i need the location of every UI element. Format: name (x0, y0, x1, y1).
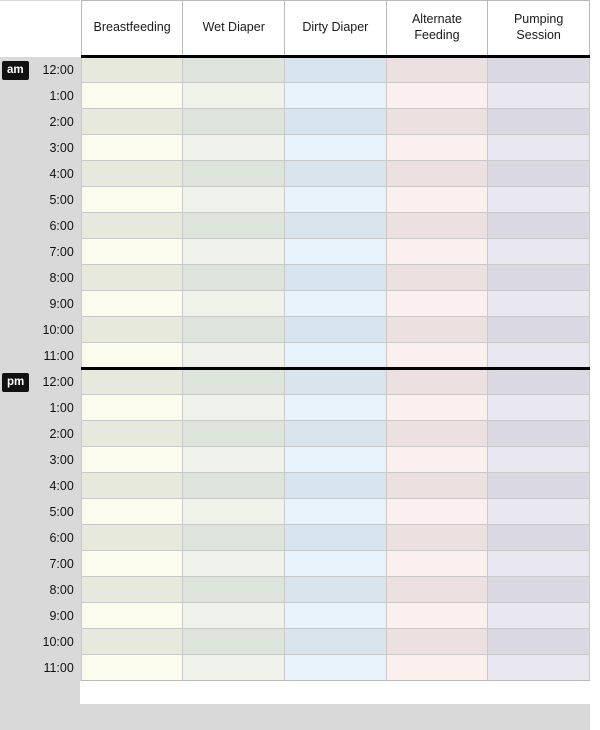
table-row (0, 187, 590, 213)
period-spacer (0, 551, 30, 577)
entry-cell[interactable] (488, 187, 590, 213)
entry-cell[interactable] (285, 239, 387, 265)
entry-cell[interactable] (285, 57, 387, 83)
entry-cell[interactable] (285, 499, 387, 525)
entry-cell[interactable] (285, 135, 387, 161)
period-spacer (0, 83, 30, 109)
table-row (0, 161, 590, 187)
row-time-label: 11:00 (30, 655, 81, 681)
entry-cell[interactable] (285, 629, 387, 655)
entry-cell[interactable] (183, 57, 285, 83)
table-row (0, 577, 590, 603)
row-time-label: 9:00 (30, 291, 81, 317)
entry-cell[interactable] (488, 395, 590, 421)
entry-cell[interactable] (386, 265, 488, 291)
table-row (0, 551, 590, 577)
entry-cell[interactable] (488, 161, 590, 187)
period-spacer (0, 499, 30, 525)
entry-cell[interactable] (488, 447, 590, 473)
column-header-pumping-session: Pumping Session (488, 1, 590, 57)
entry-cell[interactable] (386, 499, 488, 525)
period-spacer (0, 421, 30, 447)
entry-cell[interactable] (81, 239, 183, 265)
row-time-label: 12:00 (30, 57, 81, 83)
entry-cell[interactable] (285, 525, 387, 551)
entry-cell[interactable] (81, 343, 183, 369)
table-header (0, 1, 590, 57)
entry-cell[interactable] (386, 317, 488, 343)
entry-cell[interactable] (183, 343, 285, 369)
entry-cell[interactable] (285, 187, 387, 213)
entry-cell[interactable] (81, 161, 183, 187)
table-row (0, 343, 590, 369)
entry-cell[interactable] (183, 603, 285, 629)
entry-cell[interactable] (183, 421, 285, 447)
entry-cell[interactable] (81, 629, 183, 655)
entry-cell[interactable] (386, 187, 488, 213)
table-row (0, 395, 590, 421)
entry-cell[interactable] (81, 187, 183, 213)
entry-cell[interactable] (488, 291, 590, 317)
period-spacer (0, 135, 30, 161)
entry-cell[interactable] (488, 239, 590, 265)
entry-cell[interactable] (183, 83, 285, 109)
column-header-alternate-feeding: Alternate Feeding (386, 1, 488, 57)
entry-cell[interactable] (386, 551, 488, 577)
row-time-label: 8:00 (30, 577, 81, 603)
table-row (0, 603, 590, 629)
entry-cell[interactable] (386, 395, 488, 421)
period-badge-pm (0, 369, 30, 395)
entry-cell[interactable] (81, 395, 183, 421)
row-time-label: 3:00 (30, 135, 81, 161)
entry-cell[interactable] (183, 187, 285, 213)
column-header-dirty-diaper: Dirty Diaper (285, 1, 387, 57)
entry-cell[interactable] (488, 213, 590, 239)
row-time-label: 7:00 (30, 551, 81, 577)
entry-cell[interactable] (386, 135, 488, 161)
entry-cell[interactable] (285, 473, 387, 499)
period-spacer (0, 187, 30, 213)
entry-cell[interactable] (488, 265, 590, 291)
entry-cell[interactable] (183, 369, 285, 395)
corner-time-cell (30, 1, 81, 57)
entry-cell[interactable] (81, 577, 183, 603)
table-row (0, 265, 590, 291)
entry-cell[interactable] (488, 317, 590, 343)
entry-cell[interactable] (488, 369, 590, 395)
period-spacer (0, 239, 30, 265)
table-row (0, 135, 590, 161)
entry-cell[interactable] (285, 109, 387, 135)
entry-cell[interactable] (81, 109, 183, 135)
entry-cell[interactable] (183, 499, 285, 525)
entry-cell[interactable] (386, 161, 488, 187)
entry-cell[interactable] (488, 577, 590, 603)
entry-cell[interactable] (285, 447, 387, 473)
entry-cell[interactable] (285, 317, 387, 343)
table-row (0, 83, 590, 109)
row-time-label: 5:00 (30, 187, 81, 213)
table-row (0, 369, 590, 395)
entry-cell[interactable] (81, 473, 183, 499)
entry-cell[interactable] (183, 109, 285, 135)
entry-cell[interactable] (81, 655, 183, 681)
entry-cell[interactable] (81, 213, 183, 239)
entry-cell[interactable] (488, 629, 590, 655)
row-time-label: 4:00 (30, 473, 81, 499)
row-time-label: 1:00 (30, 83, 81, 109)
entry-cell[interactable] (386, 655, 488, 681)
entry-cell[interactable] (386, 57, 488, 83)
entry-cell[interactable] (386, 239, 488, 265)
period-spacer (0, 655, 30, 681)
entry-cell[interactable] (488, 109, 590, 135)
entry-cell[interactable] (183, 447, 285, 473)
period-spacer (0, 213, 30, 239)
entry-cell[interactable] (285, 291, 387, 317)
table-row (0, 109, 590, 135)
entry-cell[interactable] (183, 161, 285, 187)
entry-cell[interactable] (285, 343, 387, 369)
entry-cell[interactable] (285, 161, 387, 187)
entry-cell[interactable] (386, 109, 488, 135)
entry-cell[interactable] (386, 421, 488, 447)
entry-cell[interactable] (183, 551, 285, 577)
entry-cell[interactable] (488, 343, 590, 369)
entry-cell[interactable] (285, 265, 387, 291)
entry-cell[interactable] (183, 265, 285, 291)
entry-cell[interactable] (285, 83, 387, 109)
entry-cell[interactable] (81, 265, 183, 291)
entry-cell[interactable] (488, 603, 590, 629)
entry-cell[interactable] (183, 291, 285, 317)
table-row (0, 629, 590, 655)
entry-cell[interactable] (488, 499, 590, 525)
entry-cell[interactable] (386, 629, 488, 655)
entry-cell[interactable] (285, 603, 387, 629)
entry-cell[interactable] (285, 421, 387, 447)
table-row (0, 447, 590, 473)
entry-cell[interactable] (183, 629, 285, 655)
entry-cell[interactable] (81, 135, 183, 161)
entry-cell[interactable] (81, 551, 183, 577)
entry-cell[interactable] (488, 655, 590, 681)
entry-cell[interactable] (488, 551, 590, 577)
entry-cell[interactable] (386, 525, 488, 551)
header-row (0, 1, 590, 57)
entry-cell[interactable] (386, 83, 488, 109)
period-spacer (0, 603, 30, 629)
period-spacer (0, 291, 30, 317)
row-time-label: 10:00 (30, 317, 81, 343)
entry-cell[interactable] (386, 577, 488, 603)
entry-cell[interactable] (183, 135, 285, 161)
entry-cell[interactable] (386, 447, 488, 473)
entry-cell[interactable] (386, 291, 488, 317)
entry-cell[interactable] (81, 447, 183, 473)
entry-cell[interactable] (386, 603, 488, 629)
entry-cell[interactable] (81, 421, 183, 447)
row-time-label: 9:00 (30, 603, 81, 629)
table-row (0, 655, 590, 681)
entry-cell[interactable] (488, 135, 590, 161)
entry-cell[interactable] (488, 473, 590, 499)
corner-ampm-cell (0, 1, 30, 57)
entry-cell[interactable] (285, 369, 387, 395)
row-time-label: 8:00 (30, 265, 81, 291)
table-row (0, 525, 590, 551)
entry-cell[interactable] (285, 655, 387, 681)
entry-cell[interactable] (488, 83, 590, 109)
entry-cell[interactable] (386, 369, 488, 395)
row-time-label: 12:00 (30, 369, 81, 395)
row-time-label: 2:00 (30, 421, 81, 447)
table-row (0, 57, 590, 83)
period-spacer (0, 395, 30, 421)
row-time-label: 1:00 (30, 395, 81, 421)
entry-cell[interactable] (81, 499, 183, 525)
entry-cell[interactable] (183, 655, 285, 681)
column-header-breastfeeding: Breastfeeding (81, 1, 183, 57)
period-spacer (0, 265, 30, 291)
entry-cell[interactable] (386, 213, 488, 239)
entry-cell[interactable] (81, 83, 183, 109)
period-spacer (0, 629, 30, 655)
period-spacer (0, 447, 30, 473)
table-row (0, 291, 590, 317)
row-time-label: 6:00 (30, 525, 81, 551)
entry-cell[interactable] (488, 525, 590, 551)
entry-cell[interactable] (81, 317, 183, 343)
row-time-label: 10:00 (30, 629, 81, 655)
entry-cell[interactable] (285, 395, 387, 421)
table-row (0, 213, 590, 239)
period-badge-am (0, 57, 30, 83)
entry-cell[interactable] (81, 525, 183, 551)
table-row (0, 499, 590, 525)
entry-cell[interactable] (183, 577, 285, 603)
table-row (0, 473, 590, 499)
period-spacer (0, 577, 30, 603)
row-time-label: 3:00 (30, 447, 81, 473)
entry-cell[interactable] (81, 291, 183, 317)
row-time-label: 7:00 (30, 239, 81, 265)
period-spacer (0, 473, 30, 499)
entry-cell[interactable] (183, 213, 285, 239)
bottom-gutter (0, 704, 600, 730)
entry-cell[interactable] (183, 317, 285, 343)
table-row (0, 421, 590, 447)
column-header-wet-diaper: Wet Diaper (183, 1, 285, 57)
row-time-label: 2:00 (30, 109, 81, 135)
period-spacer (0, 317, 30, 343)
period-spacer (0, 525, 30, 551)
entry-cell[interactable] (81, 369, 183, 395)
entry-cell[interactable] (183, 525, 285, 551)
period-badge-label: am (2, 61, 29, 80)
row-time-label: 6:00 (30, 213, 81, 239)
row-time-label: 11:00 (30, 343, 81, 369)
entry-cell[interactable] (183, 395, 285, 421)
entry-cell[interactable] (488, 421, 590, 447)
entry-cell[interactable] (81, 603, 183, 629)
entry-cell[interactable] (285, 213, 387, 239)
period-spacer (0, 161, 30, 187)
entry-cell[interactable] (285, 577, 387, 603)
period-spacer (0, 109, 30, 135)
row-time-label: 4:00 (30, 161, 81, 187)
period-spacer (0, 343, 30, 369)
period-badge-label: pm (2, 373, 29, 392)
entry-cell[interactable] (183, 239, 285, 265)
entry-cell[interactable] (183, 473, 285, 499)
table-body (0, 57, 590, 681)
table-row (0, 317, 590, 343)
table-row (0, 239, 590, 265)
entry-cell[interactable] (386, 343, 488, 369)
entry-cell[interactable] (285, 551, 387, 577)
row-time-label: 5:00 (30, 499, 81, 525)
entry-cell[interactable] (81, 57, 183, 83)
entry-cell[interactable] (386, 473, 488, 499)
entry-cell[interactable] (488, 57, 590, 83)
